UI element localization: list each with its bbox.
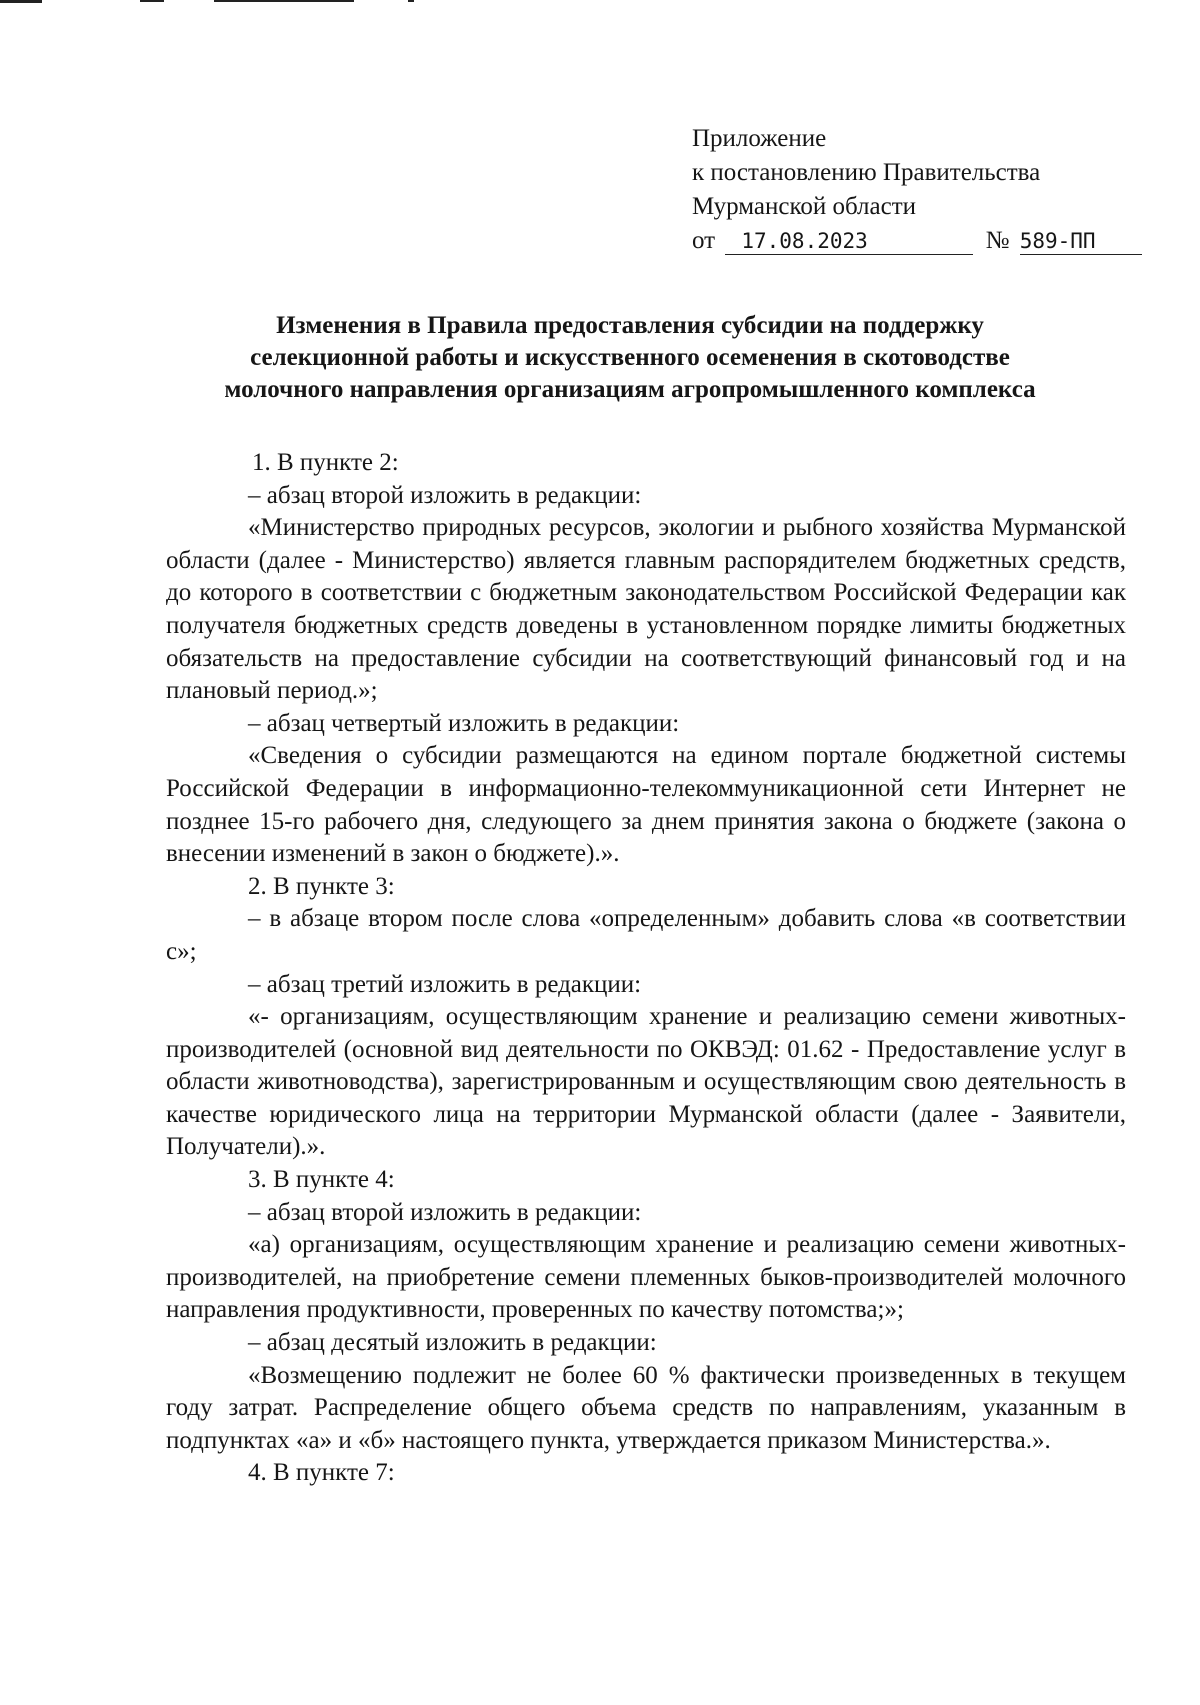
paragraph: «- организациям, осуществляющим хранение и реализацию семени животных-производителей (основной вид деятельности по ОКВЭД: 01.62 - Предоставление услуг в области животноводства), зарегистрированным и осуществляющим свою деятельность в качестве юридического лица на территории Мурманской области (далее - Заявители, Получатели).». — [166, 1003, 1126, 1161]
decree-number: 589-ПП — [1020, 228, 1142, 255]
appendix-date-line — [692, 224, 1142, 258]
paragraph: – абзац второй изложить в редакции: — [248, 1198, 642, 1226]
paragraph: – абзац четвертый изложить в редакции: — [248, 709, 680, 737]
paragraph: – абзац третий изложить в редакции: — [248, 970, 642, 998]
title-line-3: молочного направления организациям агропромышленного комплекса — [224, 376, 1036, 403]
paragraph: «Министерство природных ресурсов, экологии и рыбного хозяйства Мурманской области (далее - Министерство) является главным распорядителем бюджетных средств, до которого в соответствии с бюджетным законодательством Российской Федерации как получателя бюджетных средств доведены в установленном порядке лимиты бюджетных обязательств на предоставление субсидии на соответствующий финансовый год и на плановый период.»; — [166, 514, 1126, 705]
scan-artifact — [408, 0, 414, 2]
document-body — [166, 447, 1126, 1490]
date-prefix: от — [692, 227, 716, 254]
paragraph: «Возмещению подлежит не более 60 % фактически произведенных в текущем году затрат. Распределение общего объема средств по направлениям, указанным в подпунктах «а» и «б» настоящего пункта, утверждается приказом Министерства.». — [166, 1361, 1126, 1454]
paragraph: – в абзаце втором после слова «определенным» добавить слова «в соответствии с»; — [166, 905, 1126, 965]
paragraph: «а) организациям, осуществляющим хранение и реализацию семени животных-производителей, на приобретение семени племенных быков-производителей молочного направления продуктивности, проверенных по качеству потомства;»; — [166, 1231, 1126, 1324]
paragraph: 2. В пункте 3: — [248, 872, 395, 900]
scan-artifact — [140, 0, 164, 2]
document-title — [160, 310, 1100, 406]
paragraph: «Сведения о субсидии размещаются на едином портале бюджетной системы Российской Федерации в информационно-телекоммуникационной сети Интернет не позднее 15-го рабочего дня, следующего за днем принятия закона о бюджете (закона о внесении изменений в закон о бюджете).». — [166, 742, 1126, 868]
decree-date: 17.08.2023 — [725, 228, 973, 255]
paragraph: – абзац десятый изложить в редакции: — [248, 1329, 657, 1357]
appendix-header — [692, 122, 1142, 258]
number-prefix: № — [985, 227, 1010, 254]
paragraph: 1. В пункте 2: — [252, 449, 399, 476]
appendix-line-3: Мурманской области — [692, 193, 917, 220]
paragraph: 3. В пункте 4: — [248, 1166, 395, 1194]
scan-artifact — [0, 0, 42, 3]
paragraph: 4. В пункте 7: — [248, 1459, 395, 1487]
appendix-line-1: Приложение — [692, 125, 827, 152]
appendix-line-2: к постановлению Правительства — [692, 159, 1041, 186]
title-line-2: селекционной работы и искусственного осеменения в скотоводстве — [250, 344, 1010, 371]
title-line-1: Изменения в Правила предоставления субсидии на поддержку — [276, 312, 984, 339]
paragraph: – абзац второй изложить в редакции: — [248, 481, 642, 509]
scan-artifact — [214, 0, 354, 2]
